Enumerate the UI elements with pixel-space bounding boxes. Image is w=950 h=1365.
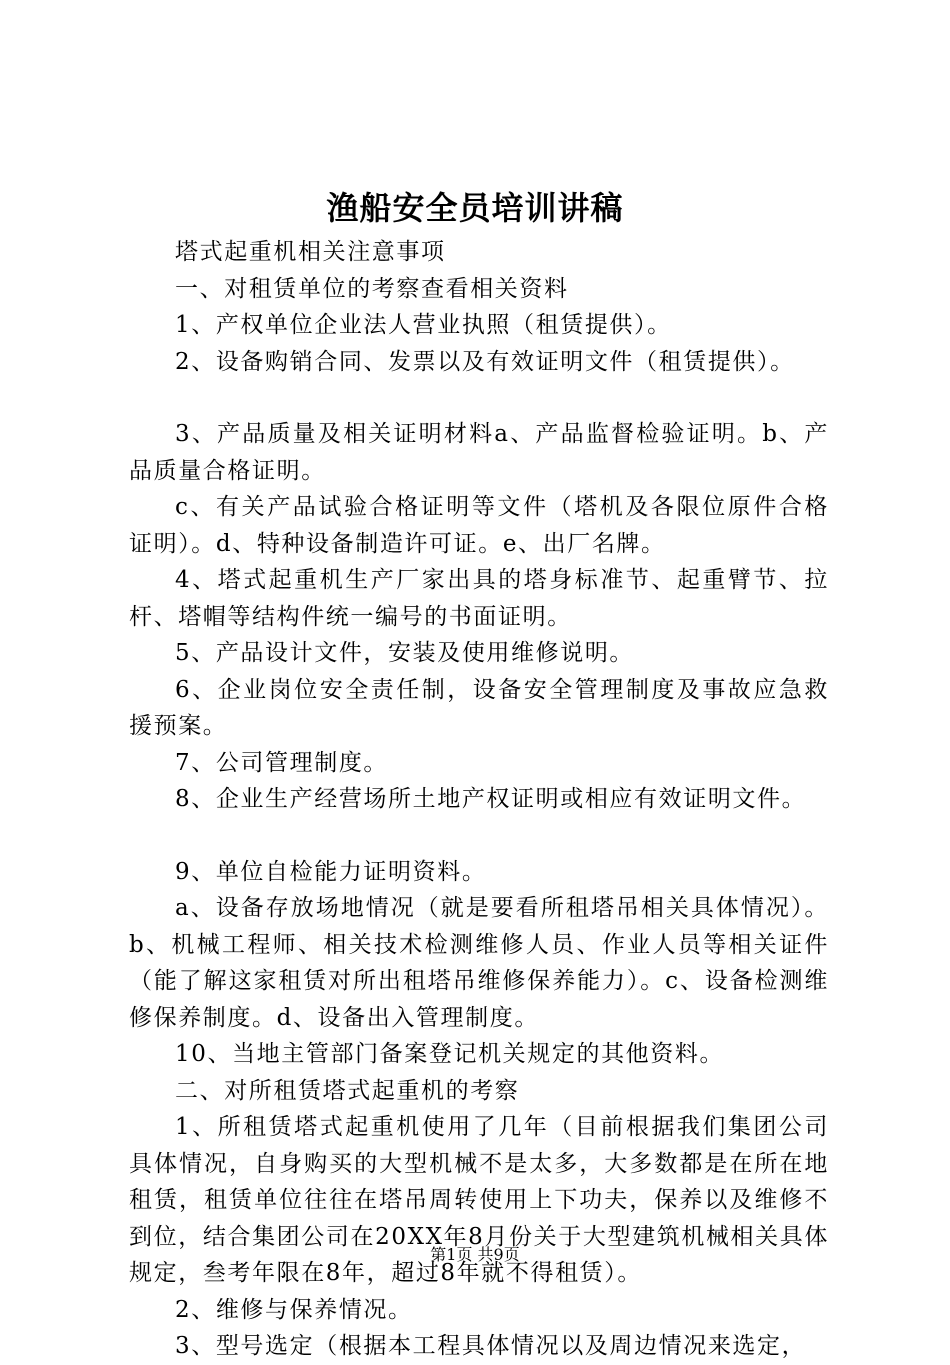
paragraph-heading: 塔式起重机相关注意事项 bbox=[175, 239, 446, 265]
paragraph: 7、公司管理制度。 bbox=[175, 749, 389, 776]
paragraph: 3、型号选定（根据本工程具体情况以及周边情况来选定， bbox=[175, 1333, 807, 1359]
paragraph: 9、单位自检能力证明资料。 bbox=[175, 858, 487, 885]
document-body bbox=[129, 234, 829, 1365]
page-number: 第1页 共9页 bbox=[430, 1245, 520, 1264]
paragraph: 10、当地主管部门备案登记机关规定的其他资料。 bbox=[175, 1041, 725, 1067]
paragraph: 5、产品设计文件，安装及使用维修说明。 bbox=[175, 640, 635, 666]
paragraph: 1、产权单位企业法人营业执照（租赁提供）。 bbox=[175, 312, 672, 338]
paragraph: 2、维修与保养情况。 bbox=[175, 1296, 413, 1323]
paragraph: a、设备存放场地情况（就是要看所租塔吊相关具体情况）。b、机械工程师、相关技术检测维修人员、作业人员等相关证件（能了解这家租赁对所出租塔吊维修保养能力）。c、设备检测维修保养制度。d、设备出入管理制度。 bbox=[129, 895, 829, 1031]
paragraph: 2、设备购销合同、发票以及有效证明文件（租赁提供）。 bbox=[175, 348, 795, 375]
paragraph: 3、产品质量及相关证明材料a、产品监督检验证明。b、产品质量合格证明。 bbox=[129, 421, 829, 484]
paragraph: 1、所租赁塔式起重机使用了几年（目前根据我们集团公司具体情况，自身购买的大型机械不是太多，大多数都是在所在地租赁，租赁单位往往在塔吊周转使用上下功夫，保养以及维修不到位，结合集团公司在20XX年8月份关于大型建筑机械相关具体规定，叁考年限在8年，超过8年就不得租赁）。 bbox=[129, 1114, 829, 1286]
paragraph: 6、企业岗位安全责任制，设备安全管理制度及事故应急救援预案。 bbox=[129, 676, 829, 739]
section-heading-1: 一、对租赁单位的考察查看相关资料 bbox=[175, 275, 569, 302]
section-heading-2: 二、对所租赁塔式起重机的考察 bbox=[175, 1077, 520, 1104]
paragraph: 8、企业生产经营场所土地产权证明或相应有效证明文件。 bbox=[175, 786, 807, 812]
paragraph: c、有关产品试验合格证明等文件（塔机及各限位原件合格证明）。d、特种设备制造许可证。e、出厂名牌。 bbox=[129, 494, 829, 557]
document-title: 渔船安全员培训讲稿 bbox=[326, 189, 624, 227]
paragraph: 4、塔式起重机生产厂家出具的塔身标准节、起重臂节、拉杆、塔帽等结构件统一编号的书面证明。 bbox=[129, 567, 829, 630]
